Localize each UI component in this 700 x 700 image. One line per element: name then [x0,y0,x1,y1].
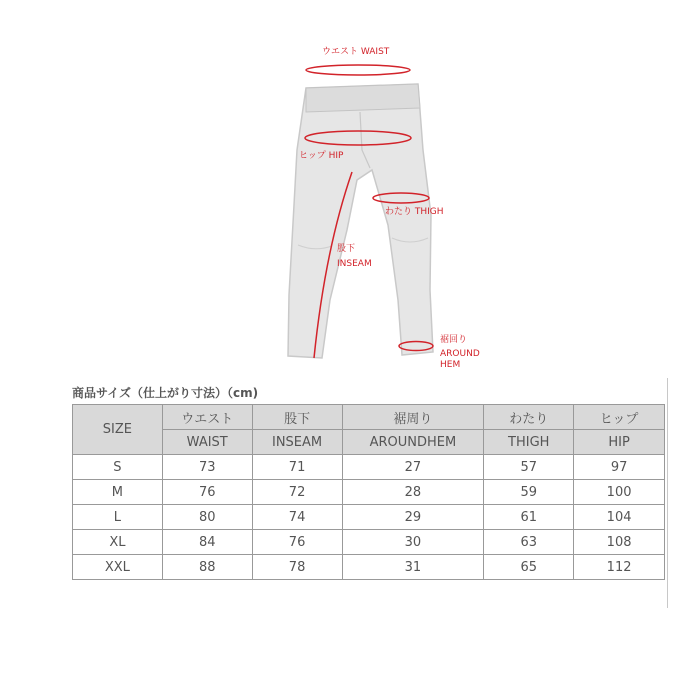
value-cell: 27 [342,455,484,480]
col-header-en: HIP [574,430,665,455]
value-cell: 112 [574,555,665,580]
value-cell: 73 [162,455,252,480]
value-cell: 29 [342,505,484,530]
col-header-jp: ウエスト [162,405,252,430]
hem-label-en2: HEM [440,360,461,370]
col-header-en: WAIST [162,430,252,455]
table-title: 商品サイズ（仕上がり寸法）（cm) [72,386,259,400]
waist-measure-line [306,65,410,75]
value-cell: 74 [252,505,342,530]
size-cell: XL [73,530,163,555]
value-cell: 76 [162,480,252,505]
value-cell: 80 [162,505,252,530]
table-row [73,555,665,580]
value-cell: 31 [342,555,484,580]
waistband [306,84,420,112]
size-cell: XXL [73,555,163,580]
size-cell: M [73,480,163,505]
header-row-jp [73,405,665,430]
col-header-jp: 裾周り [342,405,484,430]
size-table [72,404,665,580]
inseam-label-en: INSEAM [337,259,372,269]
thigh-label: わたり THIGH [385,207,444,217]
value-cell: 84 [162,530,252,555]
value-cell: 63 [484,530,574,555]
value-cell: 108 [574,530,665,555]
value-cell: 76 [252,530,342,555]
table-row [73,530,665,555]
size-cell: L [73,505,163,530]
col-header-jp: ヒップ [574,405,665,430]
value-cell: 65 [484,555,574,580]
col-header-en: INSEAM [252,430,342,455]
divider-line [667,378,668,608]
value-cell: 30 [342,530,484,555]
value-cell: 97 [574,455,665,480]
col-header-jp: わたり [484,405,574,430]
value-cell: 71 [252,455,342,480]
table-row [73,455,665,480]
hip-label: ヒップ HIP [299,151,344,161]
value-cell: 28 [342,480,484,505]
waist-label: ウエスト WAIST [322,47,390,57]
value-cell: 61 [484,505,574,530]
size-header: SIZE [73,405,163,455]
col-header-jp: 股下 [252,405,342,430]
table-row [73,505,665,530]
value-cell: 104 [574,505,665,530]
col-header-en: THIGH [484,430,574,455]
hem-label-jp: 裾回り [440,335,468,345]
col-header-en: AROUNDHEM [342,430,484,455]
value-cell: 78 [252,555,342,580]
value-cell: 57 [484,455,574,480]
inseam-label-jp: 股下 [337,244,356,254]
value-cell: 59 [484,480,574,505]
size-cell: S [73,455,163,480]
value-cell: 72 [252,480,342,505]
table-row [73,480,665,505]
hem-label-en1: AROUND [440,349,480,359]
value-cell: 100 [574,480,665,505]
value-cell: 88 [162,555,252,580]
